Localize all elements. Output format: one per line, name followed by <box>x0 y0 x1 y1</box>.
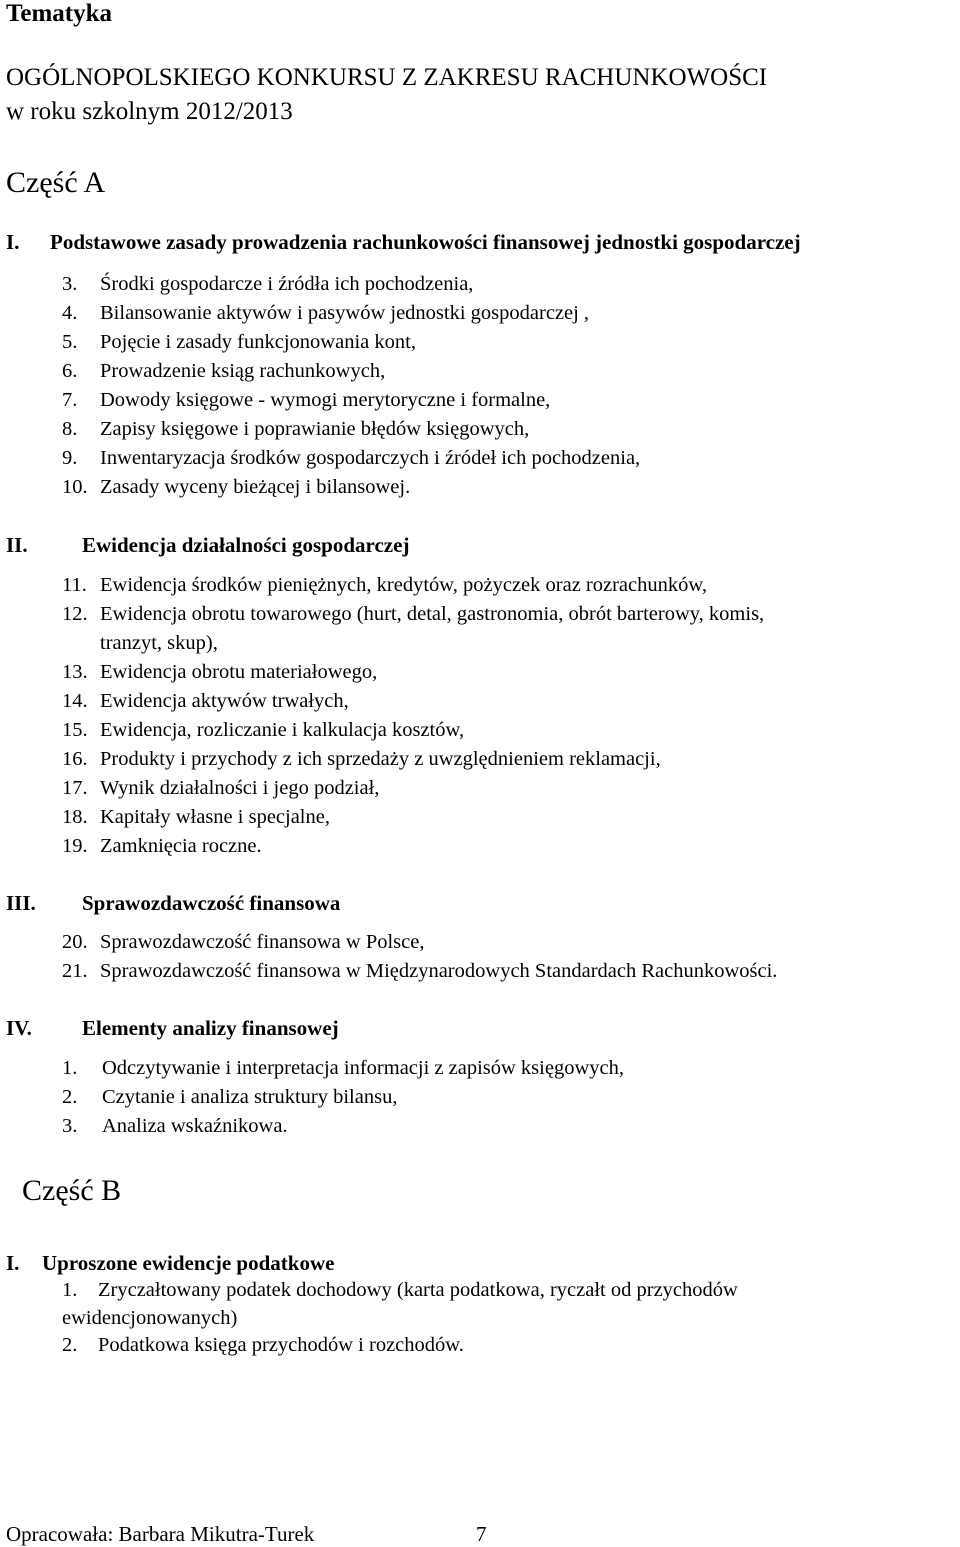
contest-title: OGÓLNOPOLSKIEGO KONKURSU Z ZAKRESU RACHUNKOWOŚCI <box>6 64 768 91</box>
section-title: Uproszone ewidencje podatkowe <box>42 1251 335 1275</box>
part-a-title: Część A <box>6 166 106 199</box>
page-heading: Tematyka <box>6 0 113 27</box>
section-title: Elementy analizy finansowej <box>82 1016 339 1040</box>
school-year: w roku szkolnym 2012/2013 <box>6 98 293 125</box>
section-roman: II. <box>6 533 28 557</box>
page-number: 7 <box>476 1522 487 1546</box>
section-title: Ewidencja działalności gospodarczej <box>82 533 410 557</box>
section-roman: III. <box>6 891 36 915</box>
part-b-title: Część B <box>22 1174 122 1207</box>
section-roman: I. <box>6 230 20 254</box>
section-roman: IV. <box>6 1016 32 1040</box>
section-title: Sprawozdawczość finansowa <box>82 891 341 915</box>
section-roman: I. <box>6 1251 20 1275</box>
list-item-continuation: tranzyt, skup), <box>100 632 218 654</box>
footer-author: Opracowała: Barbara Mikutra-Turek <box>6 1522 315 1546</box>
section-title: Podstawowe zasady prowadzenia rachunkowości finansowej jednostki gospodarczej <box>50 230 801 254</box>
list-item-continuation: ewidencjonowanych) <box>62 1307 238 1329</box>
